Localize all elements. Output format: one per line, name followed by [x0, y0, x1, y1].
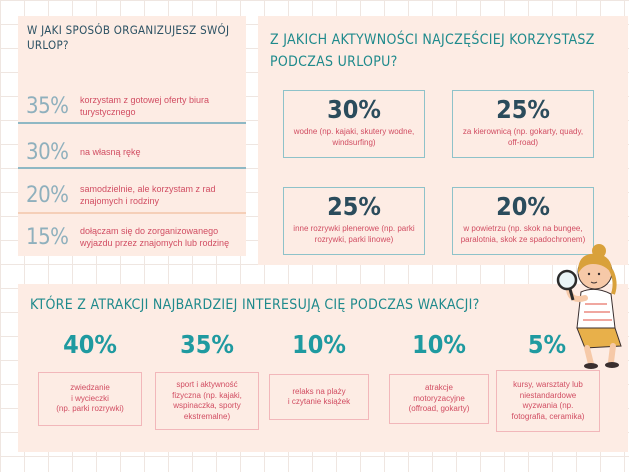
attraction-label-line: wspinaczka, sporty: [173, 401, 241, 410]
attractions-title: KTÓRE Z ATRAKCJI NAJBARDZIEJ INTERESUJĄ CIĘ PODCZAS WAKACJI?: [30, 297, 480, 313]
activity-percent: 25%: [496, 95, 550, 124]
activity-label-line: za kierownicą (np. gokarty, quady,: [462, 127, 584, 136]
attraction-percent: 40%: [63, 330, 117, 359]
attraction-percent: 5%: [527, 330, 567, 359]
attraction-label-line: zwiedzanie: [70, 383, 110, 393]
organize-row: [18, 221, 246, 263]
activity-label-line: w powietrzu (np. skok na bungee,: [463, 224, 583, 233]
organize-label-line: turystycznego: [80, 106, 136, 117]
activity-card: [452, 90, 594, 158]
attraction-label-line: i czytanie książek: [287, 397, 351, 406]
attraction-label: [269, 374, 369, 420]
activity-label-line: rozrywki, parki linowe): [314, 234, 394, 244]
attraction-label-line: relaks na plaży: [292, 386, 346, 396]
organize-label-line: samodzielnie, ale korzystam z rad: [80, 184, 216, 194]
attraction-label-line: i wycieczki: [71, 393, 109, 403]
organize-label-line: na własną rękę: [80, 147, 141, 157]
activities-panel: [258, 16, 628, 265]
organize-percent: 35%: [26, 94, 69, 119]
attraction-label-line: (offroad, gokarty): [408, 404, 470, 414]
attraction-label-line: niestandardowe: [519, 390, 577, 400]
activity-label-line: off-road): [507, 137, 539, 147]
attraction-percent: 35%: [180, 330, 234, 359]
activity-label-line: inne rozrywki plenerowe (np. parki: [293, 224, 415, 233]
attraction-label-line: motoryzacyjne: [413, 393, 465, 403]
organize-row: [18, 90, 246, 132]
attraction-label-line: (np. parki rozrywki): [56, 404, 124, 414]
attraction-label-line: fotografia, ceramika): [511, 411, 585, 421]
organize-title: W JAKI SPOSÓB ORGANIZUJESZ SWÓJ URLOP?: [27, 23, 230, 52]
attraction-percent: 10%: [412, 330, 466, 359]
activity-percent: 20%: [496, 192, 550, 221]
organize-percent: 15%: [26, 225, 69, 250]
activity-percent: 30%: [327, 95, 381, 124]
organize-percent: 20%: [26, 183, 69, 208]
organize-percent: 30%: [26, 140, 69, 165]
activity-label-line: paralotnia, skok ze spadochronem): [460, 234, 586, 244]
divider-bar: [18, 122, 246, 124]
attraction-label: [496, 370, 600, 432]
divider-bar: [18, 167, 246, 169]
divider-bar: [18, 212, 246, 214]
activity-label: [457, 127, 589, 148]
organize-label: [80, 147, 240, 159]
activity-card: [283, 90, 425, 158]
activity-label: [288, 224, 420, 245]
attraction-label: [389, 374, 489, 424]
attraction-label-line: wyzwania (np.: [522, 401, 574, 410]
attraction-label-line: atrakcje: [424, 383, 453, 393]
organize-label-line: znajomych i rodziny: [80, 195, 160, 206]
attractions-panel: [18, 284, 628, 452]
attraction-label-line: ekstremalne): [183, 411, 231, 421]
organize-label: [80, 184, 240, 207]
attraction-label: [155, 372, 259, 430]
organize-label-line: wyjazdu przez znajomych lub rodzinę: [80, 237, 230, 248]
organize-label: [80, 226, 240, 249]
activity-percent: 25%: [327, 192, 381, 221]
attraction-label: [38, 372, 142, 426]
activity-label-line: wodne (np. kajaki, skutery wodne,: [293, 127, 415, 136]
attraction-percent: 10%: [292, 330, 346, 359]
organize-label: [80, 95, 240, 118]
activity-label: [288, 127, 420, 148]
activities-title: Z JAKICH AKTYWNOŚCI NAJCZĘŚCIEJ KORZYSTASZ PODCZAS URLOPU?: [270, 32, 595, 70]
organize-label-line: dołączam się do zorganizowanego: [80, 226, 219, 236]
organize-row: [18, 179, 246, 221]
organize-label-line: korzystam z gotowej oferty biura: [80, 95, 210, 105]
organize-row: [18, 136, 246, 178]
organize-vacation-panel: [18, 16, 246, 256]
activity-label-line: windsurfing): [332, 137, 376, 147]
girl-with-magnifying-glass-icon: [555, 242, 629, 370]
attraction-label-line: sport i aktywność: [176, 380, 238, 389]
activity-card: [283, 187, 425, 255]
attraction-label-line: kursy, warsztaty lub: [513, 380, 583, 389]
attraction-label-line: fizyczna (np. kajaki,: [172, 390, 242, 400]
